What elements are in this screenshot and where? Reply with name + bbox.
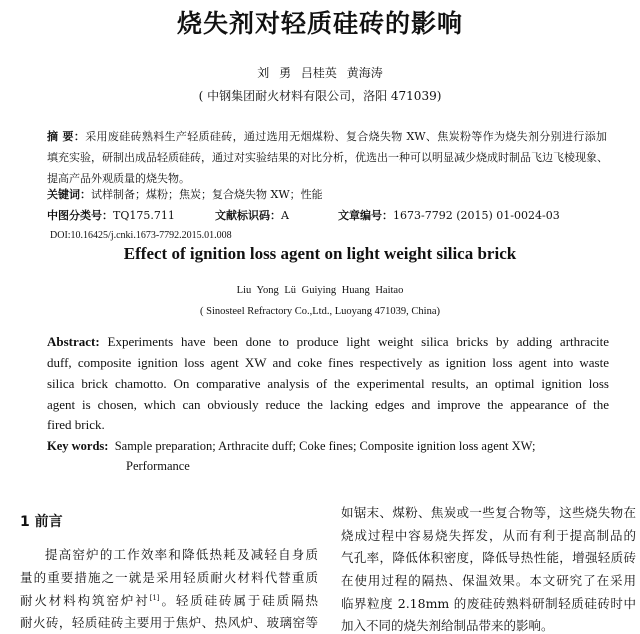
body-line: 气孔率，降低体积密度，降低导热性能，增强轻质砖 [341, 550, 636, 565]
abstract-en-line: duff, composite ignition loss agent XW and coke fines respectively as ignition loss agent into waste [47, 355, 609, 370]
paper-title: 烧失剂对轻质硅砖的影响 [176, 9, 463, 38]
keywords-en: Key words: Sample preparation; Arthracite duff; Coke fines; Composite ignition loss agent XW; [47, 439, 536, 453]
abstract-en-line: silica brick chamotto. On comparative analysis of the experimental results, an optimal ignition loss [47, 376, 609, 391]
abstract-cn-line: 提高产品外观质量的烧失物。 [47, 172, 190, 185]
authors: 刘 勇 吕桂英 黄海涛 [257, 66, 383, 80]
abstract-en-line: fired brick. [47, 417, 105, 432]
english-authors: Liu Yong Lü Guiying Huang Haitao [236, 285, 404, 296]
doi: DOI:10.16425/j.cnki.1673-7792.2015.01.008 [50, 230, 232, 241]
abstract-en-label: Abstract: [47, 334, 100, 349]
section-heading: 1 前言 [20, 514, 63, 530]
clc-number: 中图分类号：TQ175.711 [47, 209, 175, 222]
body-line: 提高窑炉的工作效率和降低热耗及减轻自身质 [45, 547, 318, 562]
keywords-en-cont: Performance [126, 459, 190, 473]
affiliation: ( 中钢集团耐火材料有限公司，洛阳 471039) [198, 89, 442, 103]
body-line: 加入不同的烧失剂给制品带来的影响。 [341, 618, 554, 633]
body-line: 如锯末、煤粉、焦炭或一些复合物等，这些烧失物在 [341, 505, 636, 520]
citation: [1] [149, 593, 160, 602]
abstract-cn-line: 摘 要：采用废硅砖熟料生产轻质硅砖，通过选用无烟煤粉、复合烧失物 XW、焦炭粉等作为烧失剂分别进行添加 [47, 130, 607, 143]
body-line: 耐火材料构筑窑炉衬[1]。轻质硅砖属于硅质隔热 [20, 593, 318, 608]
document-code: 文献标识码：A [215, 209, 289, 222]
body-line: 量的重要措施之一就是采用轻质耐火材料代替重质 [20, 570, 318, 585]
english-title: Effect of ignition loss agent on light weight silica brick [123, 244, 517, 263]
english-affiliation: ( Sinosteel Refractory Co.,Ltd., Luoyang 471039, China) [200, 306, 440, 317]
abstract-cn-label: 摘 要： [47, 130, 86, 143]
article-number: 文章编号：1673-7792 (2015) 01-0024-03 [338, 209, 560, 222]
body-line: 烧成过程中容易烧失挥发，从而有利于提高制品的 [341, 528, 636, 543]
keywords-cn: 关键词：试样制备；煤粉；焦炭；复合烧失物 XW；性能 [47, 188, 323, 201]
body-line: 在使用过程的隔热、保温效果。本文研究了在采用 [341, 573, 636, 588]
abstract-en-line: Abstract: Experiments have been done to produce light weight silica bricks by adding arthracite [47, 334, 609, 349]
abstract-en-line: agent is chosen, which can obviously reduce the lacking edges and improve the appearance of the [47, 397, 609, 412]
body-line: 临界粒度 2.18mm 的废硅砖熟料研制轻质硅砖时中 [341, 596, 636, 611]
abstract-cn-line: 填充实验，研制出成品轻质硅砖，通过对实验结果的对比分析，优选出一种可以明显减少烧成时制品飞边飞棱现象、 [47, 151, 608, 164]
body-line: 耐火砖，轻质硅砖主要用于焦炉、热风炉、玻璃窑等 [20, 615, 318, 630]
